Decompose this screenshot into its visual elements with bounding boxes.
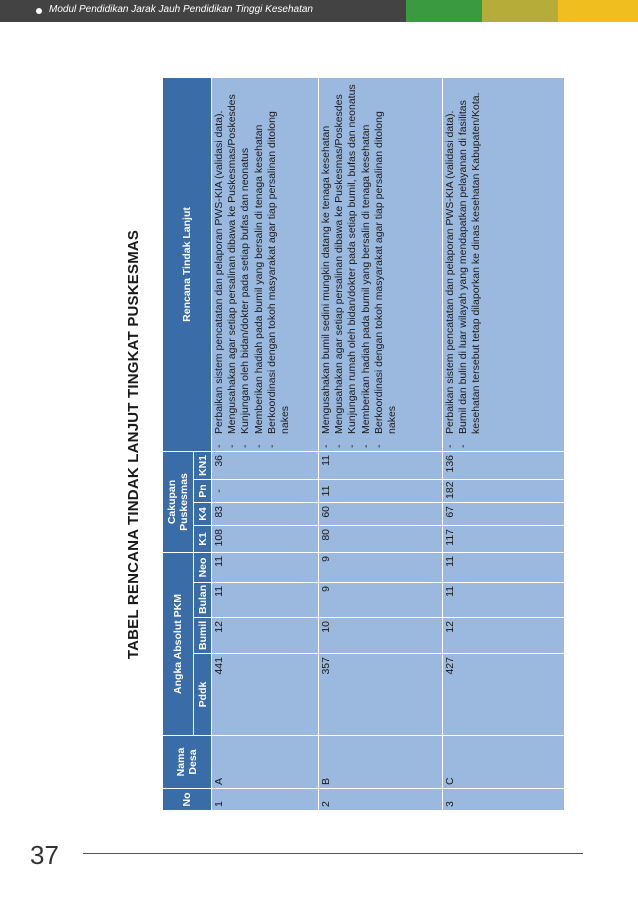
cell-bumil: 10 bbox=[319, 618, 443, 654]
bullet-dash: - bbox=[359, 444, 372, 448]
cell-pn: 11 bbox=[319, 479, 443, 502]
table-row bbox=[443, 77, 565, 810]
cell-desa: B bbox=[319, 736, 443, 789]
bullet-dash: - bbox=[346, 444, 359, 448]
cell-k4: 67 bbox=[443, 502, 565, 525]
cell-desa: C bbox=[443, 736, 565, 789]
header-cakupan: Cakupan Puskesmas bbox=[163, 451, 194, 552]
page-header bbox=[0, 0, 638, 22]
plan-item: - Berkoordinasi dengan tokoh masyarakat agar tiap persalinan ditolong nakes bbox=[372, 111, 399, 448]
cell-k1: 80 bbox=[319, 525, 443, 552]
subheader-kn1: KN1 bbox=[194, 451, 212, 479]
follow-up-plan-table bbox=[162, 77, 565, 811]
cell-pddk: 427 bbox=[443, 654, 565, 736]
cell-kn1: 11 bbox=[319, 451, 443, 479]
cell-no: 3 bbox=[443, 789, 565, 811]
cell-no: 1 bbox=[212, 789, 319, 811]
header-title: Modul Pendidikan Jarak Jauh Pendidikan Tinggi Kesehatan bbox=[49, 4, 313, 15]
plan-item: - Mengusahakan agar setiap persalinan dibawa ke Puskesmas/Poskesdes bbox=[333, 94, 346, 448]
cell-pn: - bbox=[212, 479, 319, 502]
header-nama-desa: Nama Desa bbox=[163, 736, 212, 789]
table-row bbox=[319, 77, 443, 810]
cell-pddk: 357 bbox=[319, 654, 443, 736]
plan-item: - Mengusahakan bumil sedini mungkin datang ke tenaga kesehatan bbox=[320, 125, 332, 448]
header-no: No bbox=[163, 789, 212, 811]
bullet-dash: - bbox=[239, 444, 252, 448]
cell-plan bbox=[212, 77, 319, 451]
bullet-dash: - bbox=[444, 444, 456, 448]
plan-item: - Kunjungan rumah oleh bidan/dokter pada setiap bumil, bufas dan neonatus bbox=[346, 84, 359, 448]
plan-item: - Kunjungan oleh bidan/dokter pada setiap bufas dan neonatus bbox=[239, 147, 252, 448]
header-angka-absolut: Angka Absolut PKM bbox=[163, 552, 194, 735]
subheader-neo: Neo bbox=[194, 552, 212, 582]
subheader-pn: Pn bbox=[194, 479, 212, 502]
plan-item: - Mengusahakan agar setiap persalinan dibawa ke Puskesmas/Poskesdes bbox=[226, 94, 239, 448]
bullet-dash: - bbox=[333, 444, 346, 448]
header-green-band bbox=[406, 0, 482, 22]
plan-item: - Perbaikan sistem pencatatan dan pelaporan PWS-KIA (validasi data). bbox=[444, 110, 456, 448]
cell-bulan: 11 bbox=[443, 583, 565, 618]
page-number: 37 bbox=[30, 840, 59, 870]
plan-list bbox=[213, 81, 292, 448]
cell-kn1: 36 bbox=[212, 451, 319, 479]
plan-item: - Memberikan hadiah pada bumil yang bersalin di tenaga kesehatan bbox=[359, 124, 372, 448]
plan-list bbox=[320, 81, 399, 448]
bullet-dash: - bbox=[213, 444, 225, 448]
cell-k1: 117 bbox=[443, 525, 565, 552]
cell-neo: 11 bbox=[443, 552, 565, 582]
bullet-dash: - bbox=[320, 444, 332, 448]
bullet-dash: - bbox=[226, 444, 239, 448]
table-row bbox=[212, 77, 319, 810]
plan-item: - Berkoordinasi dengan tokoh masyarakat agar tiap persalinan ditolong nakes bbox=[265, 111, 292, 448]
cell-no: 2 bbox=[319, 789, 443, 811]
cell-pn: 182 bbox=[443, 479, 565, 502]
cell-bumil: 12 bbox=[443, 618, 565, 654]
cell-bulan: 11 bbox=[212, 583, 319, 618]
header-olive-band bbox=[482, 0, 558, 22]
cell-bumil: 12 bbox=[212, 618, 319, 654]
bullet-dash: - bbox=[252, 444, 265, 448]
plan-item: - Bumil dan bulin di luar wilayah yang mendapatkan pelayanan di fasilitas kesehatan tersebut tetap dilaporkan ke dinas kesehatan Kabupaten/Kota. bbox=[457, 92, 483, 448]
subheader-bulan: Bulan bbox=[194, 583, 212, 618]
header-yellow-band bbox=[558, 0, 638, 22]
subheader-bumil: Bumil bbox=[194, 618, 212, 654]
cell-kn1: 136 bbox=[443, 451, 565, 479]
bullet-dash: - bbox=[265, 444, 278, 448]
plan-item: - Memberikan hadiah pada bumil yang bersalin di tenaga kesehatan bbox=[252, 124, 265, 448]
bullet-dash: - bbox=[457, 444, 470, 448]
footer-divider bbox=[83, 853, 583, 854]
cell-k4: 60 bbox=[319, 502, 443, 525]
cell-desa: A bbox=[212, 736, 319, 789]
cell-pddk: 441 bbox=[212, 654, 319, 736]
plan-item: - Perbaikan sistem pencatatan dan pelaporan PWS-KIA (validasi data). bbox=[213, 110, 225, 448]
cell-k1: 108 bbox=[212, 525, 319, 552]
bullet-icon bbox=[36, 8, 42, 14]
cell-plan bbox=[319, 77, 443, 451]
cell-plan bbox=[443, 77, 565, 451]
header-rencana: Rencana Tindak Lanjut bbox=[163, 77, 212, 451]
table-title: TABEL RENCANA TINDAK LANJUT TINGKAT PUSKESMAS bbox=[125, 229, 142, 660]
cell-k4: 83 bbox=[212, 502, 319, 525]
plan-list bbox=[444, 81, 484, 448]
subheader-k1: K1 bbox=[194, 525, 212, 552]
subheader-k4: K4 bbox=[194, 502, 212, 525]
bullet-dash: - bbox=[372, 444, 385, 448]
subheader-pddk: Pddk bbox=[194, 654, 212, 736]
rotated-table-section bbox=[119, 78, 539, 811]
cell-neo: 9 bbox=[319, 552, 443, 582]
cell-neo: 11 bbox=[212, 552, 319, 582]
cell-bulan: 9 bbox=[319, 583, 443, 618]
